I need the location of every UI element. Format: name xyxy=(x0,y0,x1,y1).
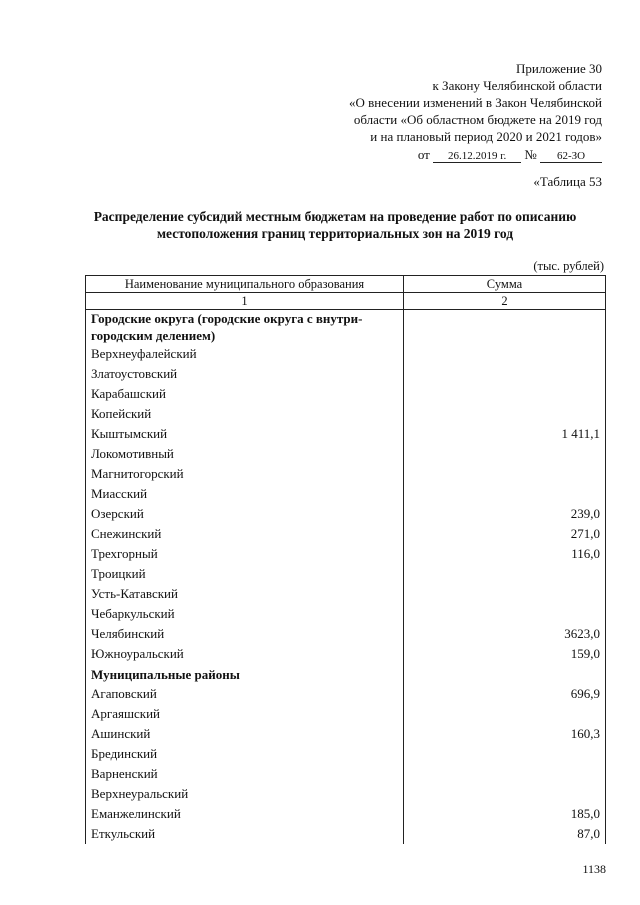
table-row xyxy=(86,364,606,384)
table-row xyxy=(86,384,606,404)
municipality-name: Чебаркульский xyxy=(86,604,404,624)
municipality-name: Локомотивный xyxy=(86,444,404,464)
municipality-name: Агаповский xyxy=(86,684,404,704)
table-row xyxy=(86,484,606,504)
municipality-name: Миасский xyxy=(86,484,404,504)
municipality-name: Челябинский xyxy=(86,624,404,644)
subsidy-amount xyxy=(404,310,606,345)
appendix-header xyxy=(302,60,602,163)
subsidy-amount: 271,0 xyxy=(404,524,606,544)
table-row xyxy=(86,444,606,464)
column-index-sum: 2 xyxy=(404,293,606,310)
table-row xyxy=(86,524,606,544)
table-row xyxy=(86,744,606,764)
table-row xyxy=(86,584,606,604)
subsidy-amount xyxy=(404,704,606,724)
municipality-name: Карабашский xyxy=(86,384,404,404)
subsidy-amount xyxy=(404,444,606,464)
municipality-name: Аргаяшский xyxy=(86,704,404,724)
municipality-name: Усть-Катавский xyxy=(86,584,404,604)
subsidy-amount xyxy=(404,744,606,764)
group-header-row xyxy=(86,664,606,684)
group-header-row xyxy=(86,310,606,345)
column-index-name: 1 xyxy=(86,293,404,310)
subsidy-amount: 1 411,1 xyxy=(404,424,606,444)
units-label: (тыс. рублей) xyxy=(533,259,604,273)
subsidy-amount: 160,3 xyxy=(404,724,606,744)
table-row xyxy=(86,624,606,644)
municipality-name: Снежинский xyxy=(86,524,404,544)
subsidy-table xyxy=(85,275,606,844)
municipality-name: Кыштымский xyxy=(86,424,404,444)
table-row xyxy=(86,604,606,624)
subsidy-amount: 185,0 xyxy=(404,804,606,824)
municipality-name: Троицкий xyxy=(86,564,404,584)
table-row xyxy=(86,424,606,444)
municipality-name: Варненский xyxy=(86,764,404,784)
subsidy-amount xyxy=(404,384,606,404)
municipality-name: Ашинский xyxy=(86,724,404,744)
subsidy-amount: 239,0 xyxy=(404,504,606,524)
table-row xyxy=(86,704,606,724)
municipality-name: Златоустовский xyxy=(86,364,404,384)
column-header-name: Наименование муниципального образования xyxy=(86,276,404,293)
appendix-line: области «Об областном бюджете на 2019 год xyxy=(353,112,602,127)
municipality-name: Озерский xyxy=(86,504,404,524)
document-title: Распределение субсидий местным бюджетам на проведение работ по описанию местоположения границ территориальных зон на 2019 год xyxy=(93,209,577,241)
subsidy-amount xyxy=(404,464,606,484)
subsidy-amount xyxy=(404,344,606,364)
appendix-line: Приложение 30 xyxy=(515,61,602,76)
municipality-name: Трехгорный xyxy=(86,544,404,564)
table-row xyxy=(86,344,606,364)
subsidy-amount: 116,0 xyxy=(404,544,606,564)
page-number: 1138 xyxy=(582,862,606,876)
law-date-number-line xyxy=(302,146,602,163)
table-row xyxy=(86,784,606,804)
table-row xyxy=(86,724,606,744)
municipality-name: Верхнеуральский xyxy=(86,784,404,804)
municipality-name: Городские округа (городские округа с внутри-городским делением) xyxy=(86,310,404,345)
subsidy-amount: 696,9 xyxy=(404,684,606,704)
subsidy-amount xyxy=(404,784,606,804)
table-row xyxy=(86,684,606,704)
municipality-name: Магнитогорский xyxy=(86,464,404,484)
table-row xyxy=(86,464,606,484)
subsidy-amount: 87,0 xyxy=(404,824,606,844)
law-number: 62-ЗО xyxy=(540,150,602,163)
municipality-name: Копейский xyxy=(86,404,404,424)
municipality-name: Еткульский xyxy=(86,824,404,844)
municipality-name: Южноуральский xyxy=(86,644,404,664)
appendix-line: «О внесении изменений в Закон Челябинской xyxy=(348,95,602,110)
subsidy-amount xyxy=(404,584,606,604)
subsidy-amount xyxy=(404,564,606,584)
number-label: № xyxy=(524,147,537,162)
column-index-row xyxy=(86,293,606,310)
table-body xyxy=(86,310,606,845)
municipality-name: Брединский xyxy=(86,744,404,764)
table-row xyxy=(86,544,606,564)
table-row xyxy=(86,564,606,584)
appendix-line: к Закону Челябинской области xyxy=(432,78,602,93)
table-label: «Таблица 53 xyxy=(533,174,602,189)
municipality-name: Муниципальные районы xyxy=(86,664,404,684)
subsidy-amount xyxy=(404,604,606,624)
subsidy-amount: 3623,0 xyxy=(404,624,606,644)
municipality-name: Еманжелинский xyxy=(86,804,404,824)
subsidy-amount xyxy=(404,404,606,424)
table-row xyxy=(86,804,606,824)
table-row xyxy=(86,504,606,524)
law-date: 26.12.2019 г. xyxy=(433,150,521,163)
column-header-sum: Сумма xyxy=(404,276,606,293)
appendix-line: и на плановый период 2020 и 2021 годов» xyxy=(370,129,602,144)
subsidy-amount xyxy=(404,364,606,384)
subsidy-amount: 159,0 xyxy=(404,644,606,664)
table-row xyxy=(86,404,606,424)
subsidy-amount xyxy=(404,664,606,684)
subsidy-amount xyxy=(404,764,606,784)
table-row xyxy=(86,764,606,784)
header-row xyxy=(86,276,606,293)
table-row xyxy=(86,824,606,844)
municipality-name: Верхнеуфалейский xyxy=(86,344,404,364)
table-row xyxy=(86,644,606,664)
from-label: от xyxy=(417,147,430,162)
subsidy-amount xyxy=(404,484,606,504)
